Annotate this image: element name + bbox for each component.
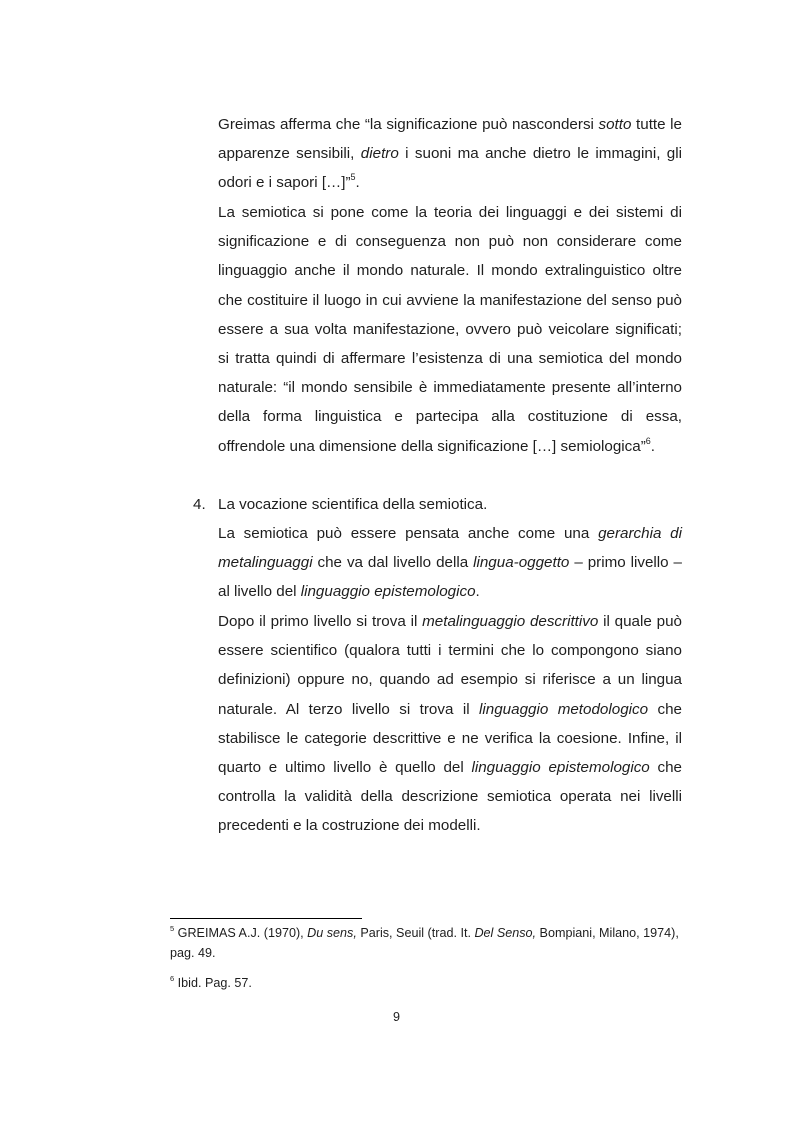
paragraph-greimas-quote — [218, 110, 682, 198]
page-number: 9 — [392, 1010, 400, 1024]
emphasis: Del Senso, — [474, 926, 537, 940]
paragraph-livelli — [218, 607, 682, 841]
emphasis: linguaggio metodologico — [479, 700, 649, 718]
text-run: tutte le apparenze sensibili, — [218, 116, 682, 163]
emphasis: sotto — [598, 116, 632, 133]
text-run: Greimas afferma che “la significazione può nascondersi — [218, 116, 599, 133]
text-run: i suoni ma anche dietro le immagini, gli odori e i sapori […]” — [218, 145, 682, 192]
paragraph-semiotica-mondo-naturale — [218, 198, 682, 461]
emphasis: Du sens, — [307, 926, 357, 940]
emphasis: linguaggio epistemologico — [300, 583, 476, 601]
text-run: La semiotica può essere pensata anche come una — [218, 525, 599, 542]
emphasis: linguaggio epistemologico — [471, 759, 650, 777]
emphasis: metalinguaggio descrittivo — [422, 613, 599, 630]
text-run: . — [355, 174, 360, 192]
text-run: GREIMAS A.J. (1970), — [174, 926, 308, 940]
text-run: il quale può essere scientifico (qualora tutti i termini che lo compongono siano definizioni) oppure no, quando ad esempio si riferisce a un lingua naturale. Al terzo livello si trova il — [218, 613, 682, 718]
emphasis: gerarchia di metalinguaggi — [218, 525, 683, 572]
emphasis: dietro — [360, 145, 399, 163]
footnote-separator — [170, 918, 362, 919]
text-run: – primo livello – al livello del — [218, 554, 682, 601]
text-run: La semiotica si pone come la teoria dei linguaggi e dei sistemi di significazione e di conseguenza non può non considerare come linguaggio anche il mondo naturale. Il mondo extralinguistico oltre che costituire il luogo in cui avviene la manifestazione del senso può essere a sua volta manifestazione, ovvero può veicolare significati; si tratta quindi di affermare l’esistenza di una semiotica del mondo naturale: “il mondo sensibile è immediatamente presente all’interno della forma linguistica e partecipa alla costituzione di essa, offrendole una dimensione della significazione […] semiologica” — [218, 204, 682, 455]
footnote-ref-6[interactable]: 6 — [645, 435, 651, 446]
footnote-number: 6 — [170, 973, 175, 983]
footnote-ref-5[interactable]: 5 — [350, 172, 356, 183]
section-number: 4. — [193, 496, 206, 513]
text-run: Paris, Seuil (trad. It. — [356, 926, 475, 940]
text-run: Dopo il primo livello si trova il — [218, 613, 423, 630]
text-run: Ibid. Pag. 57. — [174, 976, 252, 990]
footnote-number: 5 — [170, 923, 175, 933]
footnote-6 — [170, 974, 688, 994]
section-title: La vocazione scientifica della semiotica. — [218, 496, 488, 513]
section-heading — [193, 490, 683, 519]
text-run: Bompiani, Milano, 1974), pag. 49. — [170, 926, 679, 960]
text-run: che controlla la validità della descrizione semiotica operata nei livelli precedenti e la costruzione dei modelli. — [218, 759, 682, 835]
text-run: . — [650, 437, 655, 455]
paragraph-gerarchia-metalinguaggi — [218, 519, 682, 607]
text-run: che stabilisce le categorie descrittive e ne verifica la coesione. Infine, il quarto e ultimo livello è quello del — [218, 700, 682, 777]
text-run: . — [475, 583, 480, 601]
emphasis: lingua-oggetto — [473, 554, 570, 572]
footnote-5 — [170, 924, 688, 963]
text-run: che va dal livello della — [312, 554, 474, 572]
